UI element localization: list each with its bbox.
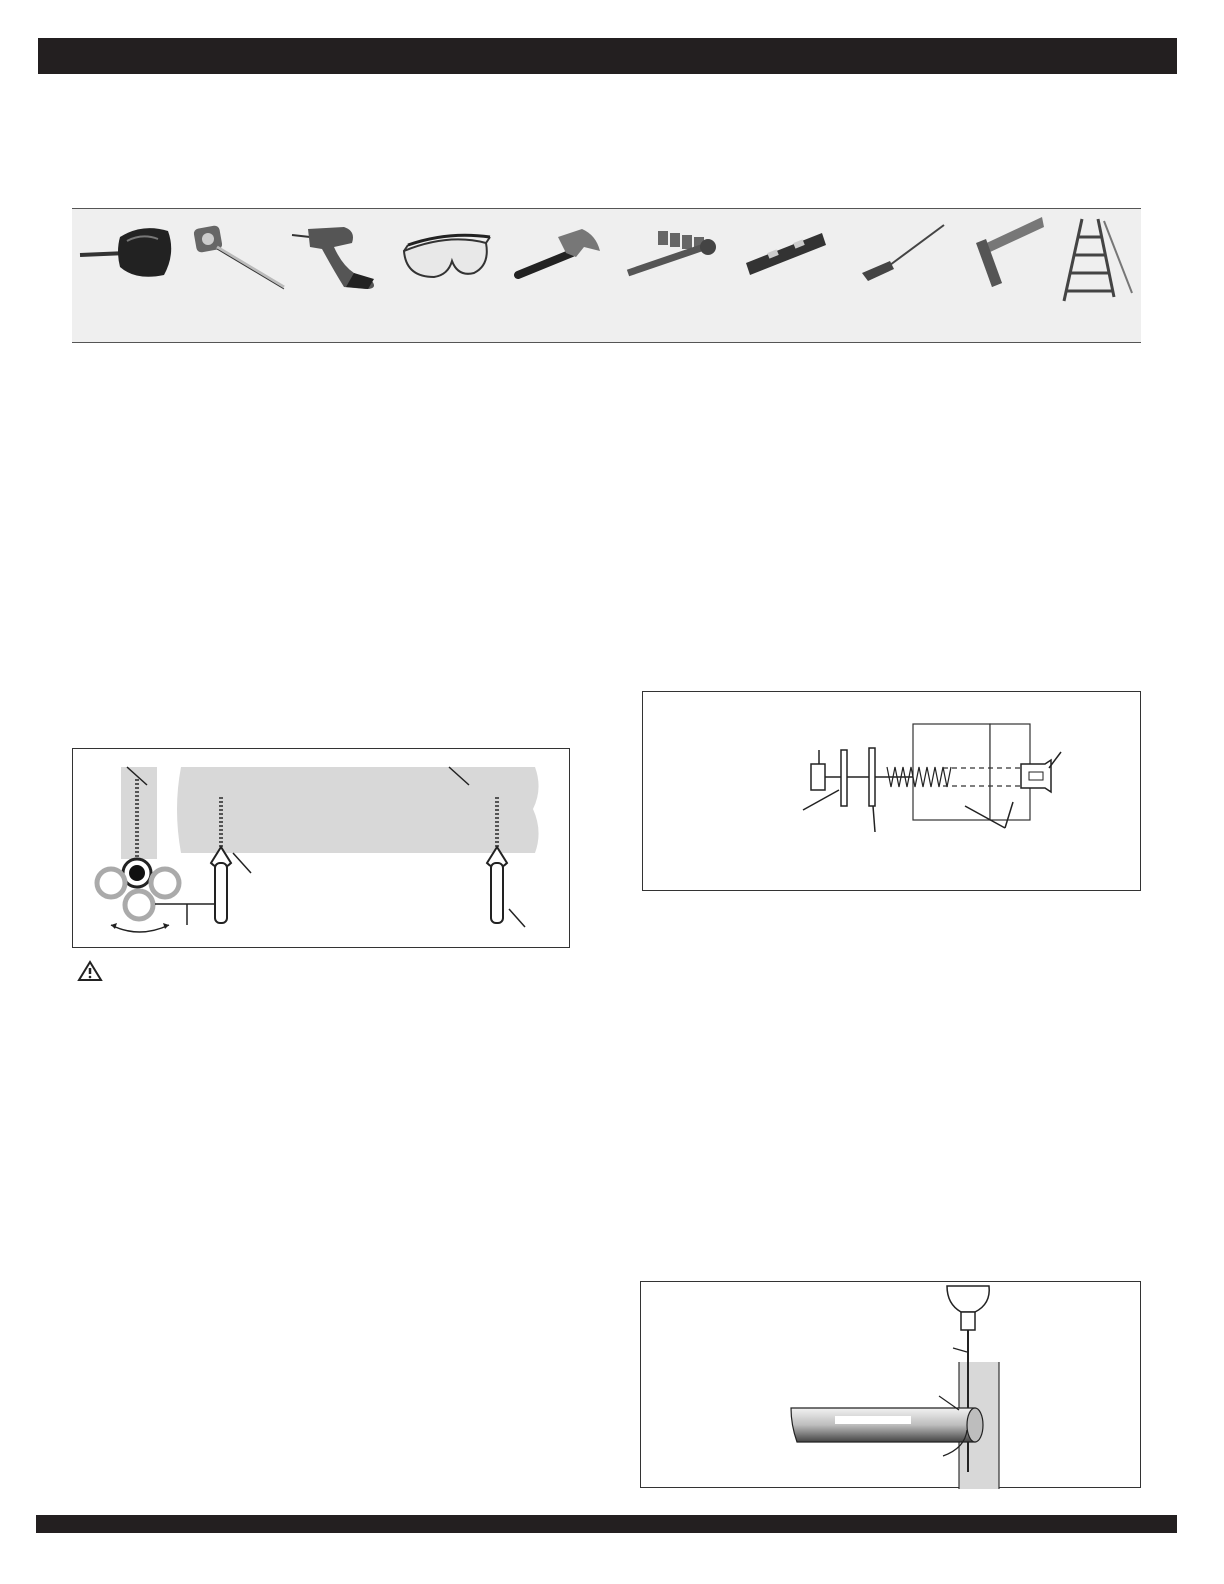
shovel-icon: [80, 228, 171, 277]
screwdriver-icon: [862, 225, 944, 281]
header-bar: [38, 38, 1177, 74]
cordless-drill-icon: [292, 227, 374, 289]
level-icon: [746, 233, 826, 275]
socket-wrench-icon: [628, 231, 716, 273]
step-ladder-icon: [1064, 219, 1132, 301]
carpenter-square-icon: [976, 217, 1044, 287]
bolt-anchor-figure: [642, 691, 1141, 891]
safety-glasses-icon: [404, 235, 490, 277]
tape-measure-icon: [193, 225, 284, 289]
pipe-drill-figure: [640, 1281, 1141, 1488]
footer-bar: [36, 1515, 1177, 1533]
spring-hook-figure: [72, 748, 570, 948]
hammer-icon: [518, 229, 600, 275]
warning-triangle-icon: [77, 960, 103, 982]
tools-strip: [72, 208, 1141, 343]
